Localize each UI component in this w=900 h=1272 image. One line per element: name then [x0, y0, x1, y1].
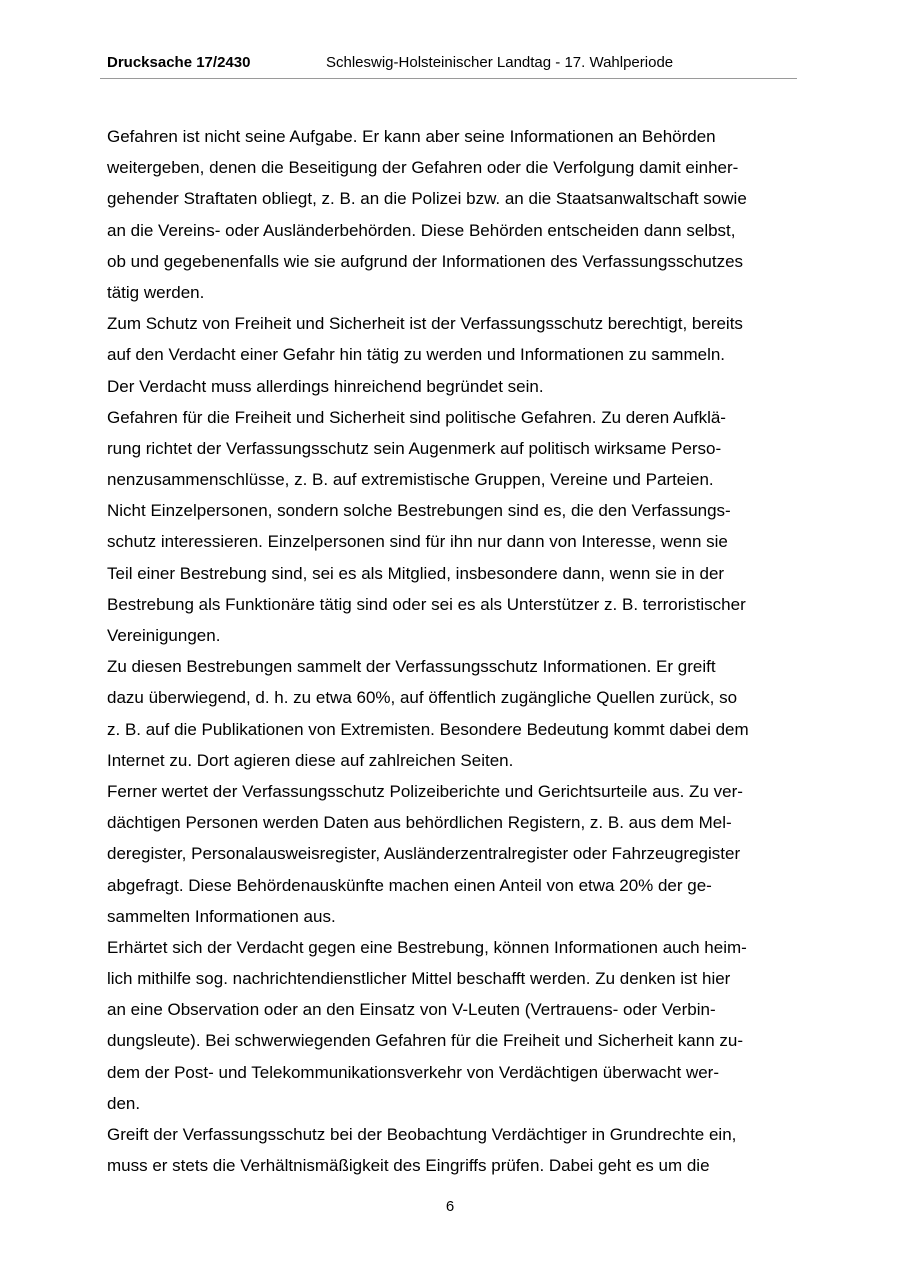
body-text: [107, 121, 797, 1181]
text-line: sammelten Informationen aus.: [107, 906, 336, 926]
text-line: Gefahren für die Freiheit und Sicherheit sind politische Gefahren. Zu deren Aufklä-: [107, 407, 726, 427]
text-line: nenzusammenschlüsse, z. B. auf extremistische Gruppen, Vereine und Parteien.: [107, 470, 714, 490]
text-line: rung richtet der Verfassungsschutz sein Augenmerk auf politisch wirksame Perso-: [107, 438, 722, 458]
text-line: z. B. auf die Publikationen von Extremisten. Besondere Bedeutung kommt dabei dem: [107, 719, 749, 739]
text-line: lich mithilfe sog. nachrichtendienstlicher Mittel beschafft werden. Zu denken ist hier: [107, 969, 731, 989]
text-line: an eine Observation oder an den Einsatz von V-Leuten (Vertrauens- oder Verbin-: [107, 1000, 716, 1020]
text-line: weitergeben, denen die Beseitigung der Gefahren oder die Verfolgung damit einher-: [107, 158, 739, 178]
text-line: Nicht Einzelpersonen, sondern solche Bestrebungen sind es, die den Verfassungs-: [107, 501, 731, 521]
text-line: Teil einer Bestrebung sind, sei es als Mitglied, insbesondere dann, wenn sie in der: [107, 563, 725, 583]
text-line: Zu diesen Bestrebungen sammelt der Verfassungsschutz Informationen. Er greift: [107, 657, 716, 677]
text-line: Zum Schutz von Freiheit und Sicherheit ist der Verfassungsschutz berechtigt, bereits: [107, 314, 743, 334]
text-line: Ferner wertet der Verfassungsschutz Polizeiberichte und Gerichtsurteile aus. Zu ver-: [107, 781, 743, 801]
text-line: tätig werden.: [107, 282, 205, 302]
text-line: Internet zu. Dort agieren diese auf zahlreichen Seiten.: [107, 750, 514, 770]
text-line: Erhärtet sich der Verdacht gegen eine Bestrebung, können Informationen auch heim-: [107, 937, 747, 957]
text-line: auf den Verdacht einer Gefahr hin tätig zu werden und Informationen zu sammeln.: [107, 345, 726, 365]
page-number: 6: [445, 1198, 455, 1215]
text-line: abgefragt. Diese Behördenauskünfte machen einen Anteil von etwa 20% der ge-: [107, 875, 712, 895]
text-line: Bestrebung als Funktionäre tätig sind oder sei es als Unterstützer z. B. terroristischer: [107, 594, 746, 614]
text-line: gehender Straftaten obliegt, z. B. an die Polizei bzw. an die Staatsanwaltschaft sowie: [107, 189, 747, 209]
text-line: dächtigen Personen werden Daten aus behördlichen Registern, z. B. aus dem Mel-: [107, 813, 732, 833]
parliament-period: Schleswig-Holsteinischer Landtag - 17. Wahlperiode: [326, 54, 674, 71]
text-line: dungsleute). Bei schwerwiegenden Gefahren für die Freiheit und Sicherheit kann zu-: [107, 1031, 743, 1051]
text-line: den.: [107, 1093, 141, 1113]
page-header: [100, 50, 797, 79]
text-line: Gefahren ist nicht seine Aufgabe. Er kann aber seine Informationen an Behörden: [107, 127, 716, 146]
text-line: schutz interessieren. Einzelpersonen sind für ihn nur dann von Interesse, wenn sie: [107, 532, 728, 552]
text-line: ob und gegebenenfalls wie sie aufgrund der Informationen des Verfassungsschutzes: [107, 251, 744, 271]
text-line: Greift der Verfassungsschutz bei der Beobachtung Verdächtiger in Grundrechte ein,: [107, 1125, 737, 1144]
text-line: dem der Post- und Telekommunikationsverkehr von Verdächtigen überwacht wer-: [107, 1062, 719, 1082]
text-line: an die Vereins- oder Ausländerbehörden. Diese Behörden entscheiden dann selbst,: [107, 220, 736, 240]
text-line: Der Verdacht muss allerdings hinreichend begründet sein.: [107, 376, 544, 396]
text-line: deregister, Personalausweisregister, Ausländerzentralregister oder Fahrzeugregister: [107, 844, 741, 864]
text-line: Vereinigungen.: [107, 626, 221, 645]
text-line: dazu überwiegend, d. h. zu etwa 60%, auf öffentlich zugängliche Quellen zurück, so: [107, 688, 738, 708]
text-line: muss er stets die Verhältnismäßigkeit des Eingriffs prüfen. Dabei geht es um die: [107, 1156, 710, 1176]
document-number: Drucksache 17/2430: [107, 54, 251, 71]
